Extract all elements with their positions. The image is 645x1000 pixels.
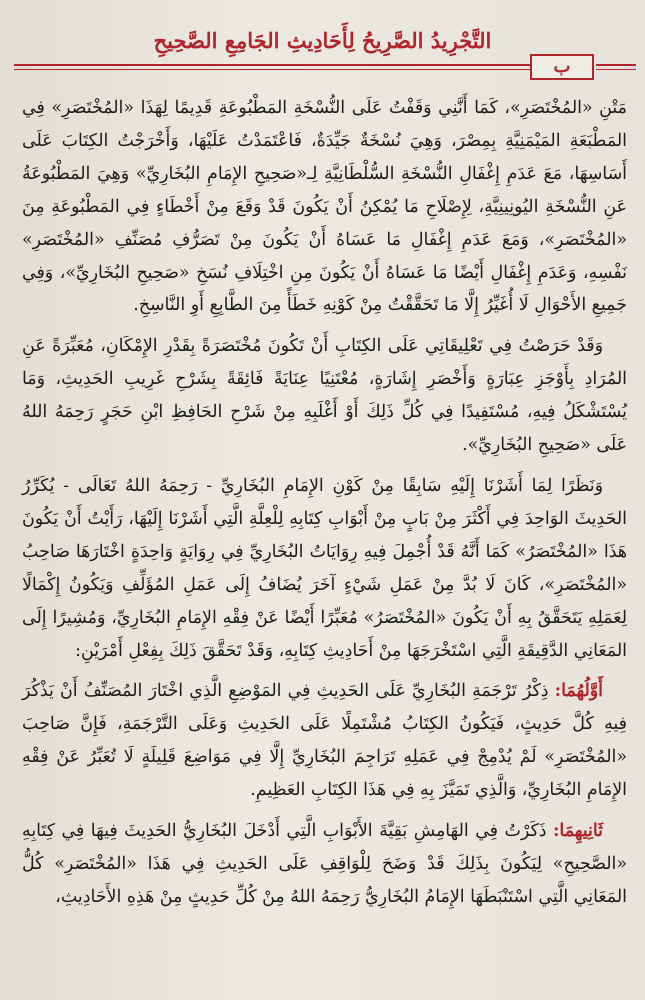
paragraph-text: وَنَظَرًا لِمَا أَشَرْنَا إِلَيْهِ سَابِقًا مِنْ كَوْنِ الإِمَامِ البُخَارِيِّ - رَحِمَهُ اللهُ تَعَالَى - يُكَرِّرُ الحَدِيثَ الوَاحِدَ فِي أَكْثَرَ مِنْ بَابٍ مِنْ أَبْوَابِ كِتَابِهِ لِلْعِلَّةِ الَّتِي أَشَرْنَا إِلَيْهَا، رَأَيْتُ أَنْ يَكُونَ هَذَا «المُخْتَصَرُ» كَمَا أَنَّهُ قَدْ أُجْمِلَ فِيهِ رِوَايَاتُ البُخَارِيِّ فِي رِوَايَةٍ وَاحِدَةٍ اخْتَارَهَا صَاحِبُ «المُخْتَصَرِ»، كَانَ لَا بُدَّ مِنْ عَمَلِ شَيْءٍ آخَرَ يُضَافُ إِلَى عَمَلِ المُؤَلِّفِ وَيَكُونُ إِكْمَالًا لِعَمَلِهِ يَتَحَقَّقُ بِهِ أَنْ يَكُونَ «المُخْتَصَرُ» مُعَبِّرًا أَيْضًا عَنْ فِقْهِ الإِمَامِ البُخَارِيِّ، وَمُشِيرًا إِلَى المَعَانِي الدَّقِيقَةِ الَّتِي اسْتَخْرَجَهَا مِنْ أَحَادِيثِ كِتَابِهِ، وَقَدْ تَحَقَّقَ ذَلِكَ بِفِعْلِ أَمْرَيْنِ: <box>22 475 627 661</box>
header-rule <box>596 64 636 66</box>
paragraph <box>22 92 627 322</box>
running-title: التَّجْرِيدُ الصَّرِيحُ لِأَحَادِيثِ الجَامِعِ الصَّحِيحِ <box>153 28 492 53</box>
page-body <box>22 92 627 914</box>
paragraph-text: ذَكَرْتُ فِي الهَامِشِ بَقِيَّةَ الأَبْوَابِ الَّتِي أَدْخَلَ البُخَارِيُّ الحَدِيثَ فِيهَا فِي كِتَابِهِ «الصَّحِيحِ» لِيَكُونَ بِذَلِكَ قَدْ وَضَحَ لِلْوَاقِفِ عَلَى الحَدِيثِ فِي هَذَا «المُخْتَصَرِ» كُلُّ المَعَانِي الَّتِي اسْتَنْبَطَهَا الإِمَامُ البُخَارِيُّ رَحِمَهُ اللهُ مِنْ كُلِّ حَدِيثٍ مِنْ هَذِهِ الأَحَادِيثِ، <box>22 821 627 907</box>
paragraph <box>22 675 627 807</box>
paragraph-lead: ثَانِيهِمَا: <box>552 821 603 842</box>
paragraph <box>22 815 627 914</box>
paragraph-lead: أَوَّلُهُمَا: <box>554 681 603 702</box>
header-rule <box>14 64 530 66</box>
header-rule <box>596 69 636 70</box>
paragraph-text: ذِكْرُ تَرْجَمَةِ البُخَارِيِّ عَلَى الحَدِيثِ فِي المَوْضِعِ الَّذِي اخْتَارَ المُصَنِّفُ أَنْ يَذْكُرَ فِيهِ كُلَّ حَدِيثٍ، فَيَكُونُ الكِتَابُ مُشْتَمِلًا عَلَى الحَدِيثِ وَعَلَى التَّرْجَمَةِ، فَإِنَّ صَاحِبَ «المُخْتَصَرِ» لَمْ يُدْمِجْ فِي عَمَلِهِ تَرَاجِمَ البُخَارِيِّ إِلَّا فِي مَوَاضِعَ قَلِيلَةٍ لَا تُعَبِّرُ عَنْ فِقْهِ الإِمَامِ البُخَارِيِّ، وَالَّذِي تَمَيَّزَ بِهِ فِي هَذَا الكِتَابِ العَظِيمِ. <box>22 681 627 801</box>
page-number: ب <box>530 54 594 80</box>
paragraph <box>22 470 627 667</box>
header-rule <box>14 69 530 70</box>
page-header <box>0 0 645 80</box>
paragraph-text: وَقَدْ حَرَصْتُ فِي تَعْلِيقَاتِي عَلَى الكِتَابِ أَنْ تَكُونَ مُخْتَصَرَةً بِقَدْرِ الإِمْكَانِ، مُعَبِّرَةً عَنِ المُرَادِ بِأَوْجَزِ عِبَارَةٍ وَأَخْصَرِ إِشَارَةٍ، مُعْتَنِيًا عِنَايَةً فَائِقَةً بِشَرْحِ غَرِيبِ الحَدِيثِ، وَمَا يُسْتَشْكَلُ فِيهِ، مُسْتَفِيدًا فِي كُلِّ ذَلِكَ أَوْ أَغْلَبِهِ مِنْ شَرْحِ الحَافِظِ ابْنِ حَجَرٍ رَحِمَهُ اللهُ عَلَى «صَحِيحِ البُخَارِيِّ». <box>22 336 627 456</box>
paragraph-text: مَتْنِ «المُخْتَصَرِ»، كَمَا أَنَّنِي وَقَفْتُ عَلَى النُّسْخَةِ المَطْبُوعَةِ قَدِيمًا لِهَذَا «المُخْتَصَرِ» فِي المَطْبَعَةِ المَيْمَنِيَّةِ بِمِصْرَ، وَهِيَ نُسْخَةٌ جَيِّدَةٌ، فَاعْتَمَدْتُ عَلَيْهَا، وَأَخْرَجْتُ الكِتَابَ عَلَى أَسَاسِهَا، مَعَ عَدَمِ إِغْفَالِ النُّسْخَةِ السُّلْطَانِيَّةِ لِـ«صَحِيحِ الإِمَامِ البُخَارِيِّ» وَهِيَ المَطْبُوعَةُ عَنِ النُّسْخَةِ اليُونِينِيَّةِ، لِإِصْلَاحِ مَا يُمْكِنُ أَنْ يَكُونَ قَدْ وَقَعَ مِنْ أَخْطَاءٍ فِي المَطْبُوعَةِ مِنَ «المُخْتَصَرِ»، وَمَعَ عَدَمِ إِغْفَالِ مَا عَسَاهُ أَنْ يَكُونَ مِنْ تَصَرُّفِ مُصَنِّفِ «المُخْتَصَرِ» نَفْسِهِ، وَعَدَمِ إِغْفَالِ أَيْضًا مَا عَسَاهُ أَنْ يَكُونَ مِنِ اخْتِلَافِ نُسَخِ «صَحِيحِ البُخَارِيِّ»، وَفِي جَمِيعِ الأَحْوَالِ لَا أُغَيِّرُ إِلَّا مَا تَحَقَّقْتُ مِنْ كَوْنِهِ خَطَأً مِنَ الطَّابِعِ أَوِ النَّاسِخِ. <box>22 98 627 316</box>
paragraph <box>22 330 627 462</box>
